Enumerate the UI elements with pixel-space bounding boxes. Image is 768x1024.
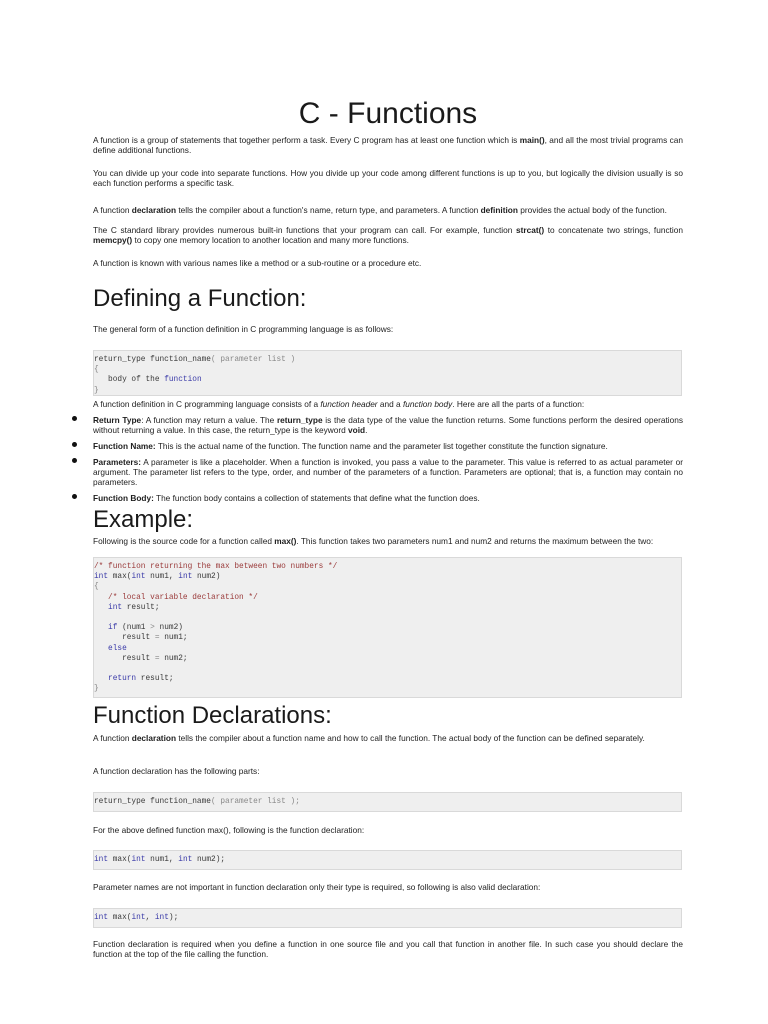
list-item-function-body: Function Body: The function body contains a collection of statements that define what the function does. — [70, 493, 683, 503]
declarations-paragraph-3: For the above defined function max(), following is the function declaration: — [93, 825, 365, 835]
list-item-function-name: Function Name: This is the actual name of the function. The function name and the parameter list together constitute the function signature. — [70, 441, 683, 451]
list-item-return-type: Return Type: A function may return a value. The return_type is the data type of the value the function returns. Some functions perform the desired operations without returning a value. In this case, the return_type is the keyword void. — [70, 415, 683, 435]
intro-paragraph-4: The C standard library provides numerous built-in functions that your program can call. For example, function strcat() to concatenate two strings, function memcpy() to copy one memory location to another location and many more functions. — [93, 225, 683, 245]
declarations-paragraph-1: A function declaration tells the compiler about a function name and how to call the function. The actual body of the function can be defined separately. — [93, 733, 645, 743]
code-block-declaration-syntax: return_type function_name( parameter list ); — [93, 792, 682, 812]
bullet-icon — [72, 442, 77, 447]
code-block-definition: return_type function_name( parameter list ) { body of the function } — [93, 350, 682, 396]
list-item-parameters: Parameters: A parameter is like a placeholder. When a function is invoked, you pass a value to the parameter. This value is referred to as actual parameter or argument. The parameter list refers to the type, order, and number of the parameters of a function. Parameters are optional; that is, a function may contain no parameters. — [70, 457, 683, 487]
intro-paragraph-5: A function is known with various names like a method or a sub-routine or a procedure etc. — [93, 258, 422, 268]
intro-paragraph-3: A function declaration tells the compiler about a function's name, return type, and parameters. A function definition provides the actual body of the function. — [93, 205, 667, 215]
declarations-paragraph-5: Function declaration is required when you define a function in one source file and you call that function in another file. In such case you should declare the function at the top of the file calling the function. — [93, 939, 683, 959]
heading-function-declarations: Function Declarations: — [93, 702, 332, 729]
bullet-icon — [72, 416, 77, 421]
code-block-typed-declaration: int max(int, int); — [93, 908, 682, 928]
example-lead: Following is the source code for a function called max(). This function takes two parameters num1 and num2 and returns the maximum between the two: — [93, 536, 654, 546]
heading-example: Example: — [93, 506, 194, 533]
defining-lead: The general form of a function definition in C programming language is as follows: — [93, 324, 394, 334]
intro-paragraph-1: A function is a group of statements that together perform a task. Every C program has at least one function which is main(), and all the most trivial programs can define additional functions. — [93, 135, 683, 155]
declarations-paragraph-4: Parameter names are not important in function declaration only their type is required, so following is also valid declaration: — [93, 882, 541, 892]
heading-defining-function: Defining a Function: — [93, 285, 307, 312]
declarations-paragraph-2: A function declaration has the following parts: — [93, 766, 260, 776]
code-block-max-function: /* function returning the max between two numbers */ int max(int num1, int num2) { /* local variable declaration */ int result; if (num1 > num2) result = num1; else result = num2; return result; } — [93, 557, 682, 698]
defining-after: A function definition in C programming language consists of a function header and a function body. Here are all the parts of a function: — [93, 399, 585, 409]
code-block-max-declaration: int max(int num1, int num2); — [93, 850, 682, 870]
bullet-icon — [72, 458, 77, 463]
bullet-icon — [72, 494, 77, 499]
page-title: C - Functions — [298, 97, 478, 130]
intro-paragraph-2: You can divide up your code into separate functions. How you divide up your code among different functions is up to you, but logically the division usually is so each function performs a specific task. — [93, 168, 683, 188]
function-parts-list — [70, 415, 683, 503]
